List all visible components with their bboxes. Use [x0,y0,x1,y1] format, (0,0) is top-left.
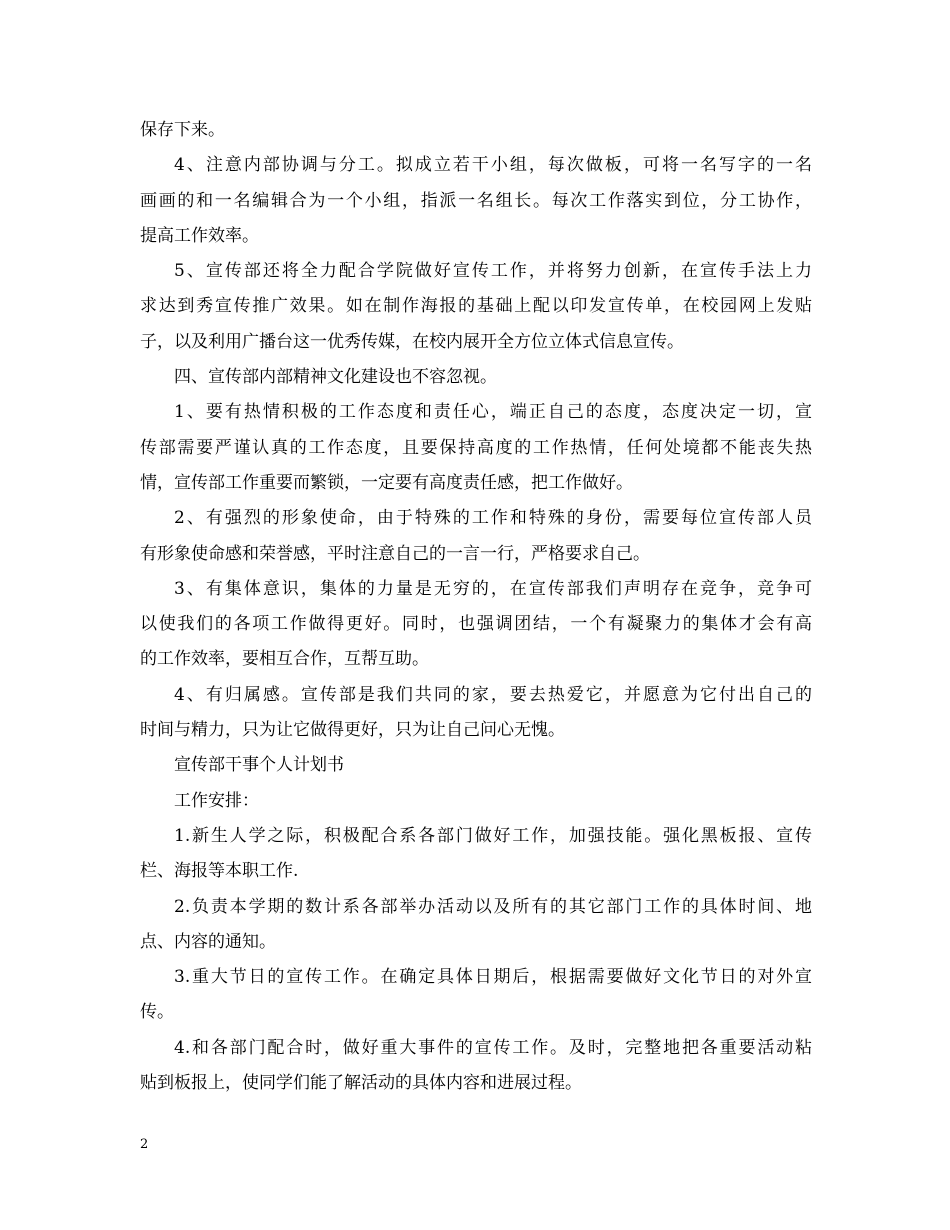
text-line: 有形象使命感和荣誉感，平时注意自己的一言一行，严格要求自己。 [140,543,650,564]
text-line: 4.和各部门配合时，做好重大事件的宣传工作。及时，完整地把各重要活动粘 [174,1037,812,1058]
text-line: 栏、海报等本职工作. [140,861,299,882]
text-line: 2.负责本学期的数计系各部举办活动以及所有的其它部门工作的具体时间、地 [174,896,812,917]
text-line: 传。 [140,1002,174,1023]
body-text [140,113,812,1101]
text-line: 画画的和一名编辑合为一个小组，指派一名组长。每次工作落实到位，分工协作， [140,190,812,211]
text-line: 子，以及利用广播台这一优秀传媒，在校内展开全方位立体式信息宣传。 [140,331,684,352]
text-line: 1、要有热情积极的工作态度和责任心，端正自己的态度，态度决定一切，宣 [174,402,812,423]
text-line: 点、内容的通知。 [140,931,276,952]
text-line: 3.重大节日的宣传工作。在确定具体日期后，根据需要做好文化节日的对外宣 [174,967,812,988]
page-number: 2 [140,1137,149,1152]
text-line: 5、宣传部还将全力配合学院做好宣传工作，并将努力创新，在宣传手法上力 [174,261,812,282]
text-line: 以使我们的各项工作做得更好。同时，也强调团结，一个有凝聚力的集体才会有高 [140,614,812,635]
text-line: 情，宣传部工作重要而繁锁，一定要有高度责任感，把工作做好。 [140,472,633,493]
text-line: 4、注意内部协调与分工。拟成立若干小组，每次做板，可将一名写字的一名 [174,155,812,176]
text-line: 提高工作效率。 [140,225,259,246]
text-line: 时间与精力，只为让它做得更好，只为让自己问心无愧。 [140,720,565,741]
text-line: 传部需要严谨认真的工作态度，且要保持高度的工作热情，任何处境都不能丧失热 [140,437,812,458]
text-line: 1.新生人学之际，积极配合系各部门做好工作，加强技能。强化黑板报、宣传 [174,825,812,846]
text-line: 2、有强烈的形象使命，由于特殊的工作和特殊的身份，需要每位宣传部人员 [174,508,812,529]
text-line: 4、有归属感。宣传部是我们共同的家，要去热爱它，并愿意为它付出自己的 [174,684,812,705]
text-line: 四、宣传部内部精神文化建设也不容忽视。 [174,367,497,388]
text-line: 求达到秀宣传推广效果。如在制作海报的基础上配以印发宣传单，在校园网上发贴 [140,296,812,317]
text-line: 宣传部干事个人计划书 [174,755,344,776]
text-line: 工作安排： [174,790,259,811]
text-line: 贴到板报上，使同学们能了解活动的具体内容和进展过程。 [140,1073,582,1094]
text-line: 3、有集体意识，集体的力量是无穷的，在宣传部我们声明存在竞争，竞争可 [174,578,812,599]
text-line: 的工作效率，要相互合作，互帮互助。 [140,649,429,670]
text-line: 保存下来。 [140,120,225,140]
